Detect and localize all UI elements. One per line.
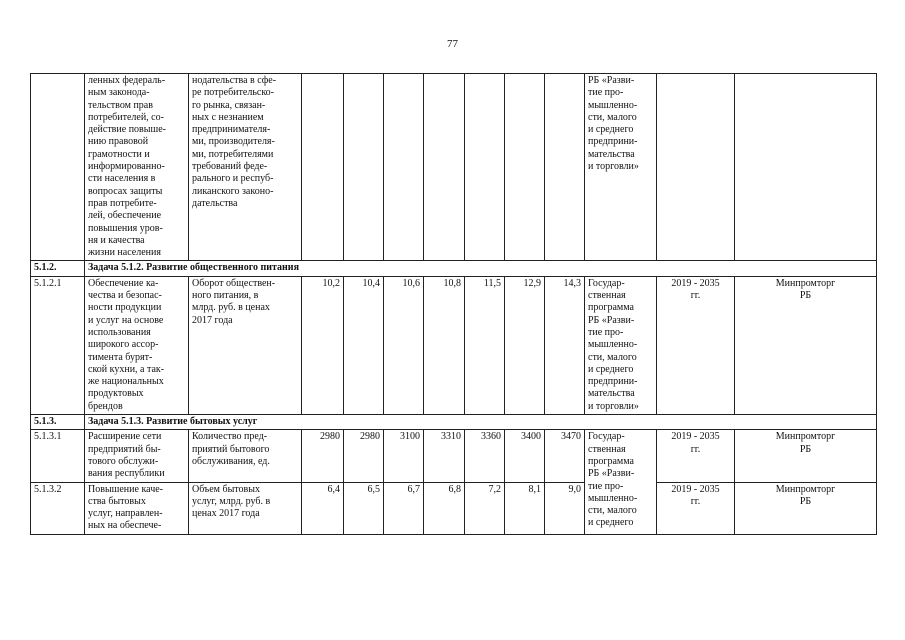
section-title: Задача 5.1.2. Развитие общественного питания bbox=[85, 261, 877, 276]
value-cell: 10,8 bbox=[424, 276, 465, 414]
indicator-cell: нодательства в сфе- ре потребительско- го рынка, связан- ных с незнанием предпринимателя- ми, производителя- ми, потребителями требований феде- рального и респуб- ликанского законо- дательства bbox=[189, 74, 302, 261]
value-cell: 10,2 bbox=[302, 276, 344, 414]
table-row bbox=[31, 276, 877, 414]
page-number: 77 bbox=[447, 38, 458, 50]
value-cell bbox=[465, 74, 505, 261]
program-cell: Государ- ственная программа РБ «Разви- тие про- мышленно- сти, малого и среднего предприни- мательства и торговли» bbox=[585, 276, 657, 414]
value-cell bbox=[384, 74, 424, 261]
indicator-cell: Объем бытовых услуг, млрд. руб. в ценах 2017 года bbox=[189, 482, 302, 534]
value-cell: 14,3 bbox=[545, 276, 585, 414]
program-cell: РБ «Разви- тие про- мышленно- сти, малого и среднего предприни- мательства и торговли» bbox=[585, 74, 657, 261]
value-cell: 3310 bbox=[424, 430, 465, 482]
executor-cell: Минпромторг РБ bbox=[735, 276, 877, 414]
value-cell: 6,7 bbox=[384, 482, 424, 534]
value-cell bbox=[545, 74, 585, 261]
measure-cell: Повышение каче- ства бытовых услуг, направлен- ных на обеспече- bbox=[85, 482, 189, 534]
value-cell: 10,6 bbox=[384, 276, 424, 414]
program-cell: Государ- ственная программа РБ «Разви- тие про- мышленно- сти, малого и среднего bbox=[585, 430, 657, 534]
value-cell bbox=[302, 74, 344, 261]
value-cell: 8,1 bbox=[505, 482, 545, 534]
value-cell: 6,4 bbox=[302, 482, 344, 534]
value-cell: 2980 bbox=[302, 430, 344, 482]
value-cell: 3400 bbox=[505, 430, 545, 482]
value-cell bbox=[505, 74, 545, 261]
section-row bbox=[31, 261, 877, 276]
table-row bbox=[31, 482, 877, 534]
indicator-cell: Оборот обществен- ного питания, в млрд. руб. в ценах 2017 года bbox=[189, 276, 302, 414]
value-cell: 2980 bbox=[344, 430, 384, 482]
value-cell: 6,5 bbox=[344, 482, 384, 534]
table-row bbox=[31, 74, 877, 261]
section-title: Задача 5.1.3. Развитие бытовых услуг bbox=[85, 415, 877, 430]
value-cell: 3470 bbox=[545, 430, 585, 482]
code-cell bbox=[31, 74, 85, 261]
period-cell: 2019 - 2035 гг. bbox=[657, 430, 735, 482]
executor-cell: Минпромторг РБ bbox=[735, 430, 877, 482]
period-cell: 2019 - 2035 гг. bbox=[657, 482, 735, 534]
value-cell: 6,8 bbox=[424, 482, 465, 534]
value-cell: 11,5 bbox=[465, 276, 505, 414]
section-code: 5.1.2. bbox=[31, 261, 85, 276]
value-cell: 10,4 bbox=[344, 276, 384, 414]
value-cell bbox=[424, 74, 465, 261]
measure-cell: ленных федераль- ным законода- тельством прав потребителей, со- действие повыше- нию правовой грамотности и информированно- сти населения в вопросах защиты прав потребите- лей, обеспечение повышения уров- ня и качества жизни населения bbox=[85, 74, 189, 261]
measure-cell: Обеспечение ка- чества и безопас- ности продукции и услуг на основе использования широкого ассор- тимента бурят- ской кухни, а так- же национальных продуктовых брендов bbox=[85, 276, 189, 414]
measures-table bbox=[30, 73, 877, 535]
period-cell: 2019 - 2035 гг. bbox=[657, 276, 735, 414]
period-cell bbox=[657, 74, 735, 261]
value-cell: 3360 bbox=[465, 430, 505, 482]
code-cell: 5.1.3.2 bbox=[31, 482, 85, 534]
value-cell: 3100 bbox=[384, 430, 424, 482]
section-code: 5.1.3. bbox=[31, 415, 85, 430]
section-row bbox=[31, 415, 877, 430]
value-cell bbox=[344, 74, 384, 261]
value-cell: 9,0 bbox=[545, 482, 585, 534]
table-row bbox=[31, 430, 877, 482]
value-cell: 7,2 bbox=[465, 482, 505, 534]
indicator-cell: Количество пред- приятий бытового обслуживания, ед. bbox=[189, 430, 302, 482]
code-cell: 5.1.3.1 bbox=[31, 430, 85, 482]
value-cell: 12,9 bbox=[505, 276, 545, 414]
executor-cell: Минпромторг РБ bbox=[735, 482, 877, 534]
measure-cell: Расширение сети предприятий бы- тового обслужи- вания республики bbox=[85, 430, 189, 482]
code-cell: 5.1.2.1 bbox=[31, 276, 85, 414]
executor-cell bbox=[735, 74, 877, 261]
